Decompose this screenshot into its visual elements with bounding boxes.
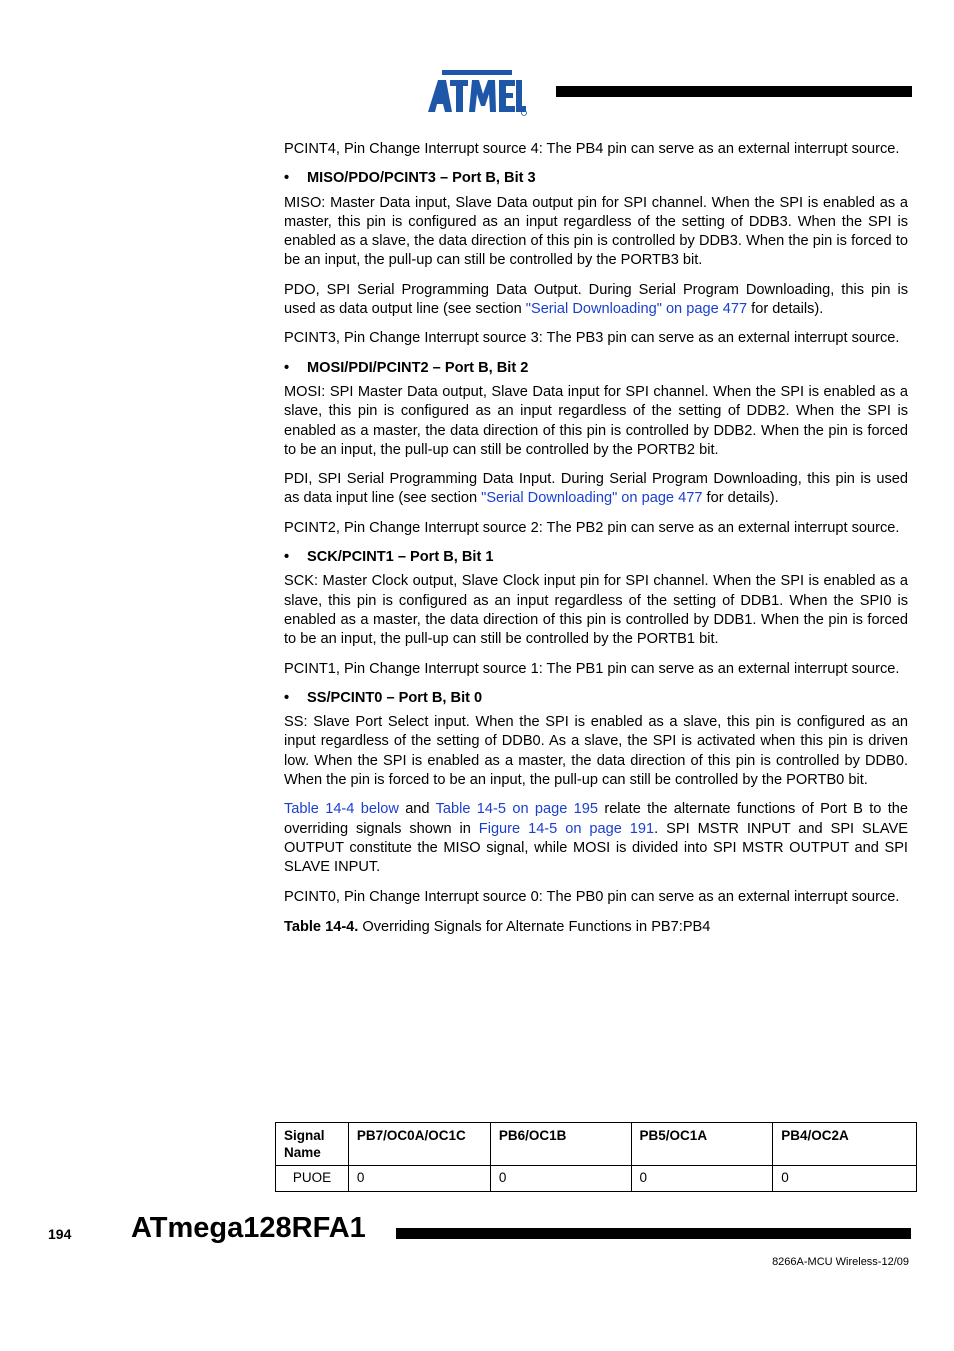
table-header-cell: PB6/OC1B — [490, 1123, 631, 1166]
link-figure-14-5[interactable]: Figure 14-5 on page 191 — [478, 820, 655, 837]
para-pdi — [284, 470, 908, 509]
footer-rule — [396, 1228, 911, 1239]
atmel-logo — [428, 68, 530, 116]
table-caption — [284, 918, 908, 937]
para-pdo-text-end: for details). — [747, 301, 824, 318]
overriding-signals-table — [275, 1122, 917, 1192]
para-pdi-text: PDI, SPI Serial Programming Data Input. During Serial Program Downloading, this pin is used as data input line (see section — [284, 471, 908, 507]
para-table-ref — [284, 800, 908, 877]
link-serial-downloading[interactable]: "Serial Downloading" on page 477 — [525, 301, 748, 318]
para-pdo-text: PDO, SPI Serial Programming Data Output. During Serial Program Downloading, this pin is used as data output line (see section — [284, 281, 908, 318]
para-pcint1: PCINT1, Pin Change Interrupt source 1: The PB1 pin can serve as an external interrupt source. — [284, 660, 900, 677]
link-table-14-5[interactable]: Table 14-5 on page 195 — [435, 801, 599, 818]
table-cell: 0 — [490, 1166, 631, 1192]
table-caption-label: Table 14-4. — [284, 918, 359, 935]
bullet-sck — [284, 548, 908, 567]
document-id: 8266A-MCU Wireless-12/09 — [772, 1256, 909, 1268]
main-content — [284, 140, 908, 939]
table-header-cell: PB4/OC2A — [773, 1123, 917, 1166]
bullet-icon: • — [284, 549, 290, 566]
bullet-mosi — [284, 359, 908, 378]
table-row — [276, 1166, 917, 1192]
para-mosi: MOSI: SPI Master Data output, Slave Data input for SPI channel. When the SPI is enabled as a slave, this pin is configured as an input regardless of the setting of DDB2. When the SPI is enabled as a master, the data direction of this pin is controlled by DDB2. When the pin is forced to be an input, the pull-up can still be controlled by the PORTB2 bit. — [284, 383, 908, 458]
para-pdo — [284, 281, 908, 320]
table-cell: PUOE — [276, 1166, 349, 1192]
table-cell: 0 — [631, 1166, 773, 1192]
bullet-icon: • — [284, 359, 290, 376]
link-table-14-4[interactable]: Table 14-4 below — [284, 801, 399, 818]
para-miso: MISO: Master Data input, Slave Data output pin for SPI channel. When the SPI is enabled as a master, this pin is configured as an input regardless of the setting of DDB3. When the SPI is enabled as a slave, the data direction of this pin is controlled by DDB3. When the pin is forced to be an input, the pull-up can still be controlled by the PORTB3 bit. — [284, 194, 908, 269]
table-cell: 0 — [348, 1166, 490, 1192]
bullet-miso — [284, 169, 908, 188]
link-serial-downloading[interactable]: "Serial Downloading" on page 477 — [481, 490, 703, 507]
table-cell: 0 — [773, 1166, 917, 1192]
para-ss: SS: Slave Port Select input. When the SPI is enabled as a slave, this pin is configured as an input regardless of the setting of DDB0. As a slave, the SPI is activated when this pin is driven low. When the SPI is enabled as a master, the data direction of this pin is controlled by DDB0. When the pin is forced to be an input, the pull-up can still be controlled by the PORTB0 bit. — [284, 714, 908, 789]
table-header-cell: PB5/OC1A — [631, 1123, 773, 1166]
table-header-cell: Signal Name — [276, 1123, 349, 1166]
bullet-ss-label: SS/PCINT0 – Port B, Bit 0 — [307, 689, 483, 706]
para-pdi-text-end: for details). — [702, 490, 779, 507]
para-table-ref-text: and — [398, 801, 436, 818]
bullet-miso-label: MISO/PDO/PCINT3 – Port B, Bit 3 — [307, 170, 536, 187]
table-caption-text: Overriding Signals for Alternate Functions in PB7:PB4 — [358, 918, 711, 935]
para-pcint2: PCINT2, Pin Change Interrupt source 2: The PB2 pin can serve as an external interrupt source. — [284, 519, 900, 536]
table-header-cell: PB7/OC0A/OC1C — [348, 1123, 490, 1166]
para-pcint4: PCINT4, Pin Change Interrupt source 4: The PB4 pin can serve as an external interrupt source. — [284, 141, 900, 157]
footer-title: ATmega128RFA1 — [131, 1212, 366, 1244]
bullet-icon: • — [284, 170, 290, 187]
bullet-ss — [284, 689, 908, 708]
bullet-icon: • — [284, 689, 290, 706]
page-number: 194 — [48, 1226, 72, 1242]
atmel-logo-icon — [428, 68, 530, 116]
para-table-ref-text: . SPI MSTR INPUT and SPI SLAVE OUTPUT constitute the MISO signal, while MOSI is divided into SPI MSTR OUTPUT and SPI SLAVE INPUT. — [284, 820, 909, 876]
bullet-mosi-label: MOSI/PDI/PCINT2 – Port B, Bit 2 — [307, 359, 529, 376]
para-sck: SCK: Master Clock output, Slave Clock input pin for SPI channel. When the SPI is enabled as a slave, this pin is configured as an input regardless of the setting of DDB1. When the SPI0 is enabled as a master, the data direction of this pin is controlled by DDB1. When the pin is forced to be an input, the pull-up can still be controlled by the PORTB1 bit. — [284, 573, 908, 648]
bullet-sck-label: SCK/PCINT1 – Port B, Bit 1 — [307, 549, 494, 566]
table-header-row — [276, 1123, 917, 1166]
para-pcint3: PCINT3, Pin Change Interrupt source 3: The PB3 pin can serve as an external interrupt source. — [284, 330, 900, 347]
para-table-ref-text: relate the alternate functions of Port B to the overriding signals shown in — [284, 801, 908, 837]
para-pcint0: PCINT0, Pin Change Interrupt source 0: The PB0 pin can serve as an external interrupt source. — [284, 888, 900, 905]
header-rule — [556, 86, 912, 97]
